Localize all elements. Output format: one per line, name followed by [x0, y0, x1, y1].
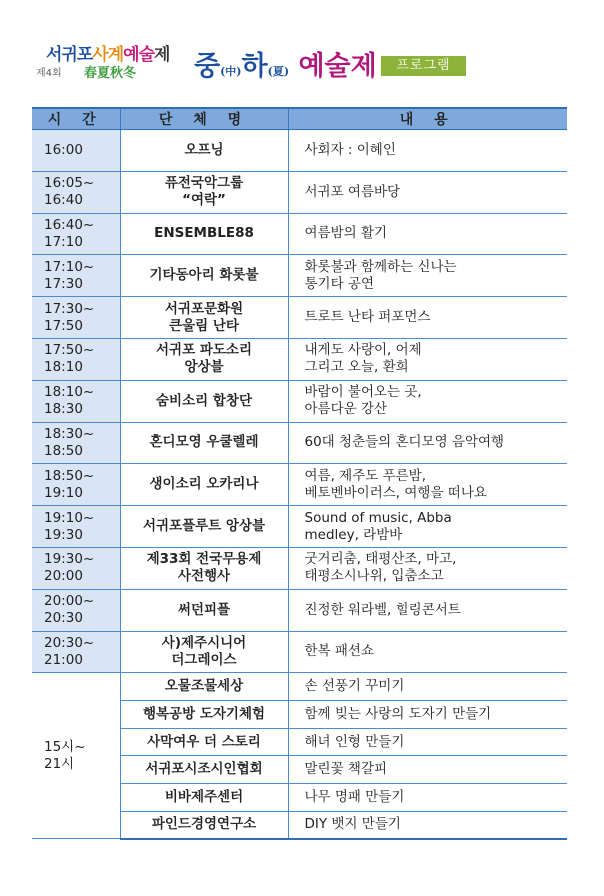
group-cell: 행복공방 도자기체험 — [120, 701, 288, 729]
content-cell: 손 선풍기 꾸미기 — [288, 673, 567, 701]
time-cell: 18:10~ 18:30 — [32, 380, 120, 422]
content-cell: 60대 청춘들의 혼디모영 음악여행 — [288, 422, 567, 464]
content-cell: 말린꽃 책갈피 — [288, 756, 567, 784]
content-cell: DIY 뱃지 만들기 — [288, 811, 567, 839]
table-row — [32, 297, 567, 339]
time-cell: 17:50~ 18:10 — [32, 338, 120, 380]
table-row — [32, 213, 567, 255]
festival-name: 서귀포사계예술제 — [46, 45, 170, 65]
group-cell: 서귀포플루트 앙상블 — [120, 506, 288, 548]
group-cell: 파인드경영연구소 — [120, 811, 288, 839]
table-row — [32, 255, 567, 297]
table-row — [32, 130, 567, 172]
content-cell: 여름, 제주도 푸른밤, 베토벤바이러스, 여행을 떠나요 — [288, 464, 567, 506]
group-cell: 비바제주센터 — [120, 784, 288, 812]
group-cell: 퓨전국악그룹 “여락” — [120, 171, 288, 213]
table-row — [32, 380, 567, 422]
time-cell: 19:10~ 19:30 — [32, 506, 120, 548]
content-cell: 트로트 난타 퍼포먼스 — [288, 297, 567, 339]
group-cell: 제33회 전국무용제 사전행사 — [120, 547, 288, 589]
content-cell: 바람이 불어오는 곳, 아름다운 강산 — [288, 380, 567, 422]
table-row — [32, 171, 567, 213]
group-cell: ENSEMBLE88 — [120, 213, 288, 255]
time-cell: 18:30~ 18:50 — [32, 422, 120, 464]
time-cell: 16:05~ 16:40 — [32, 171, 120, 213]
group-cell: 사막여우 더 스토리 — [120, 728, 288, 756]
table-row — [32, 589, 567, 631]
time-cell: 17:30~ 17:50 — [32, 297, 120, 339]
time-cell: 20:00~ 20:30 — [32, 589, 120, 631]
table-row — [32, 506, 567, 548]
content-cell: 사회자 : 이혜인 — [288, 130, 567, 172]
time-cell: 16:40~ 17:10 — [32, 213, 120, 255]
content-cell: 나무 명패 만들기 — [288, 784, 567, 812]
group-cell: 오물조물세상 — [120, 673, 288, 701]
group-cell: 혼디모영 우쿨렐레 — [120, 422, 288, 464]
table-row — [32, 422, 567, 464]
table-row — [32, 338, 567, 380]
group-cell: 기타동아리 화롯불 — [120, 255, 288, 297]
content-cell: 화롯불과 함께하는 신나는 통기타 공연 — [288, 255, 567, 297]
group-cell: 서귀포시조시인협회 — [120, 756, 288, 784]
festival-logo — [36, 40, 496, 90]
content-cell: 서귀포 여름바당 — [288, 171, 567, 213]
group-cell: 오프닝 — [120, 130, 288, 172]
time-cell: 17:10~ 17:30 — [32, 255, 120, 297]
group-cell: 사)제주시니어 더그레이스 — [120, 631, 288, 673]
time-cell: 20:30~ 21:00 — [32, 631, 120, 673]
program-badge: 프로그램 — [381, 56, 466, 76]
content-cell: 여름밤의 활기 — [288, 213, 567, 255]
edition-label: 제4회 — [36, 68, 62, 79]
group-cell: 서귀포 파도소리 앙상블 — [120, 338, 288, 380]
table-row — [32, 631, 567, 673]
group-cell: 서귀포문화원 큰울림 난타 — [120, 297, 288, 339]
time-cell: 19:30~ 20:00 — [32, 547, 120, 589]
content-cell: 함께 빚는 사랑의 도자기 만들기 — [288, 701, 567, 729]
time-cell: 18:50~ 19:10 — [32, 464, 120, 506]
activity-time-cell: 15시~ 21시 — [32, 673, 120, 839]
content-cell: 굿거리춤, 태평산조, 마고, 태평소시나위, 입춤소고 — [288, 547, 567, 589]
content-cell: 해녀 인형 만들기 — [288, 728, 567, 756]
header-content: 내 용 — [288, 108, 567, 130]
header-group: 단 체 명 — [120, 108, 288, 130]
table-row — [32, 464, 567, 506]
event-title: 중(中)하(夏) 예술제 — [194, 51, 377, 82]
content-cell: Sound of music, Abba medley, 라밤바 — [288, 506, 567, 548]
content-cell: 내게도 사랑이, 어제 그리고 오늘, 환희 — [288, 338, 567, 380]
table-header — [32, 108, 567, 130]
content-cell: 한복 패션쇼 — [288, 631, 567, 673]
program-table — [32, 107, 567, 840]
group-cell: 써던피플 — [120, 589, 288, 631]
seasons-label: 春夏秋冬 — [84, 66, 137, 81]
group-cell: 생이소리 오카리나 — [120, 464, 288, 506]
group-cell: 숨비소리 합창단 — [120, 380, 288, 422]
header-time: 시 간 — [32, 108, 120, 130]
activity-row — [32, 673, 567, 701]
time-cell: 16:00 — [32, 130, 120, 172]
table-row — [32, 547, 567, 589]
content-cell: 진정한 워라벨, 힐링콘서트 — [288, 589, 567, 631]
